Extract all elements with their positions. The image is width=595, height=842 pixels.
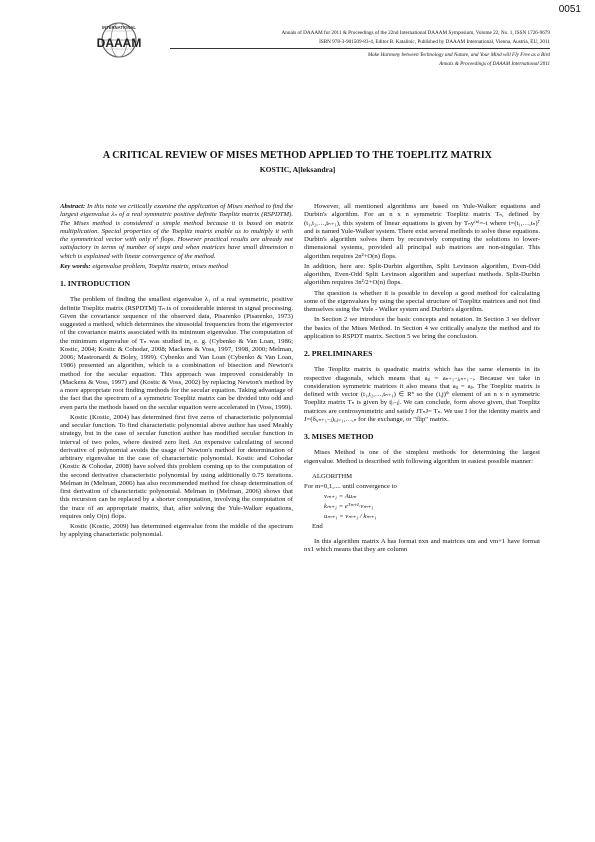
algorithm-step-2: kₘ₊₁ = eᵀᵐ⁺¹·vₘ₊₁ — [324, 502, 374, 510]
mises-paragraph-1: Mises Method is one of the simplest methods for determining the largest eigenvalue. Method is described with following algorithm in easiest possible manner: — [304, 449, 540, 465]
paper-title: A CRITICAL REVIEW OF MISES METHOD APPLIED TO THE TOEPLITZ MATRIX — [102, 150, 493, 161]
keywords-label: Key words: — [60, 262, 91, 270]
algorithm-block — [304, 472, 540, 532]
preliminares-paragraph: The Teoplitz matrix is quadratic matrix which has the same elements in its respective diagonals, which means that aᵢⱼ = aₙ₊₁₋ⱼ,ₙ₊₁₋ᵢ. Because we take in consideration symmetric matrices it also means that aᵢⱼ = aⱼᵢ. The Toeplitz matrix is defined with vector (t₁,t₂,…,tₙ₊₁) ∈ Rⁿ so the (i,j)ᵗʰ element of an n x n symmetric Toeplitz matrix Tₙ is given by t|ᵢ₋ⱼ|. We can conclude, form above given, that Toeplitz matrices are centrosymmetric and satisfy JTₙJ= Tₙ. We use I for the identity matrix and J=(δᵢ,ₙ₊₁₋ⱼ)ᵢ,ⱼ₌₁,…,ₙ for the exchange, or "flip" matrix. — [304, 366, 540, 423]
left-column — [60, 203, 293, 542]
algorithm-for-line: For m=0,1,.... until convergence to — [304, 482, 397, 490]
svg-text:INTERNATIONAL: INTERNATIONAL — [102, 25, 136, 30]
algorithm-end: End — [312, 522, 323, 530]
section-heading-preliminares: 2. PRELIMINARES — [304, 349, 373, 358]
intro-paragraph-3: Kostic (Kostic, 2009) has determined eigenvalue from the middle of the spectrum by applying characteristic polynomial. — [60, 523, 293, 539]
daaam-logo — [86, 20, 152, 68]
keywords-text: eigenvalue problem, Toeplitz matrix, mises method — [92, 262, 228, 270]
right-paragraph-1: However, all mentioned algorithms are based on Yule-Walker equations and Durbin's algorithm. For an n x n symmetric Toeplitz matrix Tₙ, defined by (t₁,t₂,…,tₙ₊₁), this system of linear equations is given by Tₙy⁽ⁿ⁾=-t where t=(t₁,…,tₙ)ᵀ and is named Yule-Walker system. There exist several methods to solve these equations. Durbin's algorithm solves them by recursively computing the solutions to lower-dimensional systems, provided all principal sub matrices are non-singular. This algorithm requires 2n²+O(n) flops. — [304, 203, 540, 260]
right-paragraph-3: The question is whether it is possible to develop a good method for calculating some of the eigenvalues by using the special structure of Toeplitz matrices and not find themselves using the Yule - Walker system and Durbin's algorithm. — [304, 289, 540, 313]
section-heading-mises-method: 3. MISES METHOD — [304, 432, 374, 441]
header-line-3: Make Harmony between Technology and Nature, and Your Mind will Fly Free as a Bird — [367, 52, 550, 58]
keywords-paragraph — [60, 263, 293, 271]
header-divider — [170, 48, 550, 49]
right-paragraph-2: In addition, here are: Split-Durbin algorithm, Split Levinson algorithm, Even-Odd algorithm, Even-Odd Split Levinson algorithm and superfast methods. Split-Durbin algorithm requires 3n²/2+O(n) flops. — [304, 262, 540, 287]
abstract-label: Abstract: — [60, 203, 86, 210]
algorithm-step-3: uₘ₊₁ = vₘ₊₁ / kₘ₊₁ — [324, 512, 377, 520]
algorithm-title: ALGORITHM — [312, 472, 353, 480]
intro-paragraph-2: Kostic (Kostic, 2004) has determined first five zeros of characteristic polynomial and secular function. To find characteristic polynomial above author has used Meahly strategy, but in the case of secular function author has modified secular function in interval of two poles, where desired zero lied. An expensive calculating of second derivative of polynomial avoids the usage of Newton's method for determination of arbitrary eigenvalue in the case of characteristic polynomial. Kostic and Cohodar (Kostic & Cohodar, 2008) have solved this problem coming up to the computation of the second derivative characteristic polynomial by using additionally 0.75 iterations. Melman in (Melman, 2006) has also recommended method for cheap determination of first derivation of characteristic polynomial. Melman in (Melman, 2006) shows that this recursion can be replaced by a shorter computation, involving the computation of the trace of an appropriate matrix, that, after solving the Yule-Walker equations, requires only O(n) flops. — [60, 413, 293, 520]
header-line-4: Annals & Proceedings of DAAAM International 2011 — [439, 61, 550, 67]
abstract-text: In this note we critically examine the application of Mises method to find the largest eigenvalue λₙ of a real symmetric positive definite Toeplitz matrix (RSPDTM). The Mises method is considered a simple method because it is based on matrix multiplication. Special properties of the Toeplitz matrix enable us to multiply it with the symmetrical vector with only n² flops. However practical results are already not satisfactory in terms of number of steps and when matrices have small dimension n which is explained with linear convergence of the method. — [60, 203, 293, 260]
page-number: 0051 — [558, 4, 581, 15]
mises-paragraph-2: In this algorithm matrix A has format nxn and matrices um and vm+1 have format nx1 which means that they are column — [304, 537, 540, 553]
section-heading-introduction: 1. INTRODUCTION — [60, 279, 131, 288]
algorithm-step-1: vₘ₊₁ = Auₘ — [324, 492, 357, 500]
right-column — [304, 203, 540, 556]
intro-paragraph-1: The problem of finding the smallest eigenvalue λ₁ of a real symmetric, positive definite Toeplitz matrix (RSPDTM) Tₙ is of considerable interest in signal processing. Given the covariance sequence of the observed data, Pisarenko (Pisarenko, 1973) suggested a method, which determines the sinusoidal frequencies from the eigenvector of the covariance matrix associated with its minimum eigenvalue. The computation of the minimum eigenvalue of Tₙ was studied in, e. g. (Cybenko & Van Loan, 1986; Kostic, 2004; Kostic & Cohodar, 2008; Mackens & Voss, 1997, 1998, 2000; Melman, 2006; Mastronardi & Boley, 1999). Cybenko and Van Loan (Cybenko & Van Loan, 1986) presented an algorithm, which is a combination of bisection and Newton's method for the secular equation. This approach was improved considerably in (Mackens & Voss, 1997) and (Kostic & Voss, 2002) by replacing Newton's method by a more appropriate root finding methods for the secular equation. Taking advantage of the fact that the spectrum of a symmetric Toeplitz matrix can be divided into odd and even parts the methods based on the secular equation were accelerated in (Voss, 1999). — [60, 296, 293, 411]
right-paragraph-4: In Section 2 we introduce the basic concepts and notation. In Section 3 we deliver the basics of the Mises Method. In Section 4 we critically analyze the method and its application to RSPDT matrix. Section 5 we bring the conclusion. — [304, 316, 540, 340]
header-line-2: ISBN 978-3-901509-83-4, Editor B. Katalinic, Published by DAAAM International, Vienna, Austria, EU, 2011 — [319, 39, 550, 45]
svg-text:DAAAM: DAAAM — [96, 36, 142, 50]
paper-author: KOSTIC, A[leksandra] — [259, 165, 336, 174]
header-line-1: Annals of DAAAM for 2011 & Proceedings of the 22nd International DAAAM Symposium, Volume 22, No. 1, ISSN 1726-9679 — [281, 30, 550, 36]
abstract-paragraph — [60, 203, 293, 261]
header-info — [170, 29, 550, 69]
